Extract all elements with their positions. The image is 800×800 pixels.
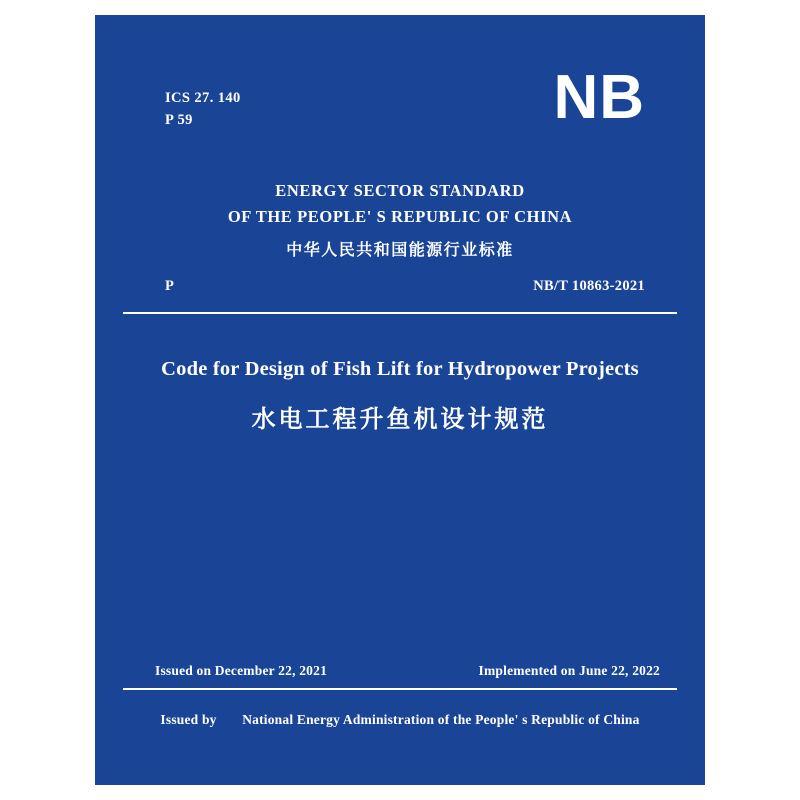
dates-row (155, 663, 660, 679)
org-line-2: OF THE PEOPLE' S REPUBLIC OF CHINA (227, 206, 573, 226)
divider-top (123, 312, 677, 314)
title-english: Code for Design of Fish Lift for Hydropower Projects (161, 358, 639, 380)
standard-cover (95, 15, 705, 785)
title-chinese: 水电工程升鱼机设计规范 (251, 405, 549, 433)
standard-number: NB/T 10863-2021 (533, 278, 645, 294)
org-line-chinese: 中华人民共和国能源行业标准 (286, 240, 514, 260)
issued-by-label: Issued by (160, 712, 217, 727)
issued-by-row (95, 712, 705, 728)
issuing-organization-block (95, 178, 705, 260)
ics-number: ICS 27. 140 (165, 90, 241, 106)
ics-classification-block (165, 87, 241, 132)
category-letter: P (165, 278, 175, 294)
divider-bottom (123, 688, 677, 690)
implemented-date: Implemented on June 22, 2022 (478, 663, 660, 678)
title-block (95, 358, 705, 434)
nb-logo: NB (553, 63, 645, 132)
issued-date: Issued on December 22, 2021 (155, 663, 328, 678)
org-line-1: ENERGY SECTOR STANDARD (275, 181, 525, 200)
classification-code: P 59 (165, 112, 193, 129)
issued-by-organization: National Energy Administration of the People' s Republic of China (242, 712, 640, 727)
standard-code-row (165, 278, 645, 295)
